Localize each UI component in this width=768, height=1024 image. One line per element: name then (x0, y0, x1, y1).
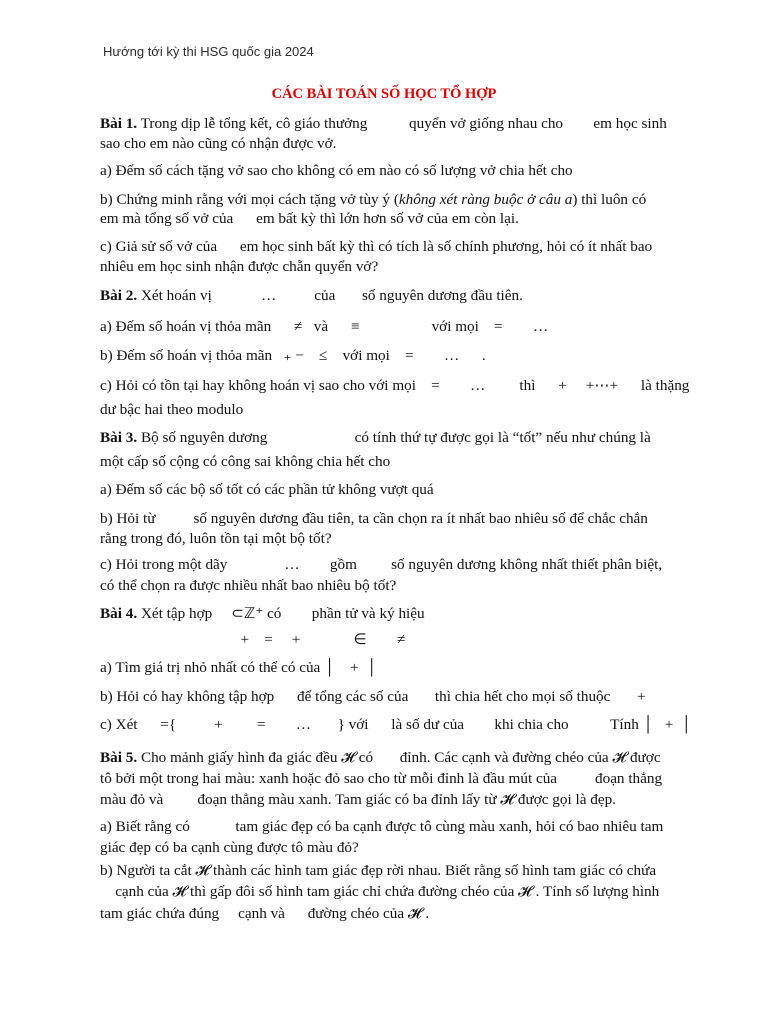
text-line (100, 904, 429, 924)
text-run: giác đẹp có ba cạnh cùng được tô màu đỏ? (100, 839, 359, 856)
text-line (100, 687, 646, 707)
text-run: Xét hoán vị … của số nguyên dương đầu tiên. (137, 287, 523, 304)
text-run: cạnh của 𝓗 thì gấp đôi số hình tam giác chỉ chứa đường chéo của 𝓗 . Tính số lượng hình (100, 883, 660, 900)
text-line (100, 817, 663, 837)
text-line (100, 428, 651, 448)
text-run: có thể chọn ra được nhiều nhất bao nhiêu bộ tốt? (100, 577, 397, 594)
problem-label: Bài 5. (100, 749, 138, 766)
text-line (100, 790, 616, 810)
text-line (100, 715, 692, 735)
text-run: tam giác chứa đúng cạnh và đường chéo của 𝓗 . (100, 905, 430, 922)
text-line (100, 529, 332, 549)
text-line (100, 134, 336, 154)
text-line (100, 114, 667, 134)
text-line (100, 630, 405, 650)
document-title: CÁC BÀI TOÁN SỐ HỌC TỔ HỢP (271, 86, 497, 102)
text-line (100, 190, 646, 210)
text-line (100, 452, 390, 472)
problem-label: Bài 4. (100, 605, 138, 622)
text-run: a) Đếm số cách tặng vở sao cho không có em nào có số lượng vở chia hết cho (100, 162, 573, 179)
text-line (100, 161, 573, 181)
text-run: + = + ∈ ≠ (100, 631, 406, 648)
text-line (100, 400, 243, 420)
text-run: a) Đếm số hoán vị thỏa mãn ≠ và ≡ với mọi = … (100, 318, 549, 335)
text-line (100, 509, 648, 529)
text-line (100, 604, 425, 624)
text-line (100, 769, 662, 789)
text-line (100, 748, 661, 768)
text-line (100, 658, 377, 678)
text-line (100, 861, 656, 881)
text-run: b) Hỏi có hay không tập hợp để tổng các số của thì chia hết cho mọi số thuộc + (100, 688, 646, 705)
text-line (100, 555, 662, 575)
text-line (100, 576, 396, 596)
text-line (100, 209, 519, 229)
problem-label: Bài 2. (100, 287, 138, 304)
problem-label: Bài 1. (100, 115, 138, 132)
text-run: b) Chứng minh rằng với mọi cách tặng vở tùy ý ( (100, 191, 399, 208)
text-run: Cho mảnh giấy hình đa giác đều 𝓗 có đỉnh. Các cạnh và đường chéo của 𝓗 được (137, 749, 661, 766)
text-run: sao cho em nào cũng có nhận được vở. (100, 135, 337, 152)
text-run: em mà tổng số vở của em bất kỳ thì lớn hơn số vở của em còn lại. (100, 210, 519, 227)
text-run: a) Tìm giá trị nhỏ nhất có thể có của │ + │ (100, 659, 377, 676)
text-run: Xét tập hợp ⊂ℤ⁺ có phần tử và ký hiệu (137, 605, 425, 622)
text-line (100, 376, 689, 396)
text-run: dư bậc hai theo modulo (100, 401, 244, 418)
page-header: Hướng tới kỳ thi HSG quốc gia 2024 (103, 44, 314, 59)
text-line (100, 346, 486, 366)
text-run: a) Biết rằng có tam giác đẹp có ba cạnh được tô cùng màu xanh, hỏi có bao nhiêu tam (100, 818, 664, 835)
text-run: ) thì luôn có (572, 191, 647, 208)
text-line (100, 480, 434, 500)
text-run: không xét ràng buộc ở câu a (398, 191, 573, 208)
text-run: b) Người ta cắt 𝓗 thành các hình tam giác đẹp rời nhau. Biết rằng số hình tam giác có chứa (100, 862, 657, 879)
text-line (100, 317, 548, 337)
text-run: c) Hỏi có tồn tại hay không hoán vị sao cho với mọi = … thì + +⋯+ là thặng (100, 377, 690, 394)
text-run: rằng trong đó, luôn tồn tại một bộ tốt? (100, 530, 332, 547)
text-line (100, 257, 378, 277)
problem-label: Bài 3. (100, 429, 138, 446)
text-line (100, 286, 523, 306)
text-run: c) Hỏi trong một dãy … gồm số nguyên dương không nhất thiết phân biệt, (100, 556, 663, 573)
text-run: c) Xét ={ + = … } với là số dư của khi chia cho Tính │ + │ (100, 716, 692, 733)
text-run: c) Giả sử số vở của em học sinh bất kỳ thì có tích là số chính phương, hỏi có ít nhất bao (100, 238, 653, 255)
text-run: Trong dịp lễ tổng kết, cô giáo thưởng quyển vở giống nhau cho em học sinh (137, 115, 667, 132)
text-line (100, 237, 652, 257)
text-line (100, 838, 359, 858)
text-run: b) Hỏi từ số nguyên dương đầu tiên, ta cần chọn ra ít nhất bao nhiêu số để chắc chắn (100, 510, 648, 527)
text-run: nhiêu em học sinh nhận được chẵn quyển vở? (100, 258, 379, 275)
text-run: Bộ số nguyên dương có tính thứ tự được gọi là “tốt” nếu như chúng là (137, 429, 651, 446)
text-run: b) Đếm số hoán vị thỏa mãn ₊ − ≤ với mọi = … . (100, 347, 486, 364)
text-run: tô bởi một trong hai màu: xanh hoặc đỏ sao cho từ mỗi đỉnh là đầu mút của đoạn thẳng (100, 770, 663, 787)
text-run: một cấp số cộng có công sai không chia hết cho (100, 453, 391, 470)
text-run: màu đỏ và đoạn thẳng màu xanh. Tam giác có ba đỉnh lấy từ 𝓗 được gọi là đẹp. (100, 791, 616, 808)
text-line (100, 882, 659, 902)
text-run: a) Đếm số các bộ số tốt có các phần tử không vượt quá (100, 481, 434, 498)
